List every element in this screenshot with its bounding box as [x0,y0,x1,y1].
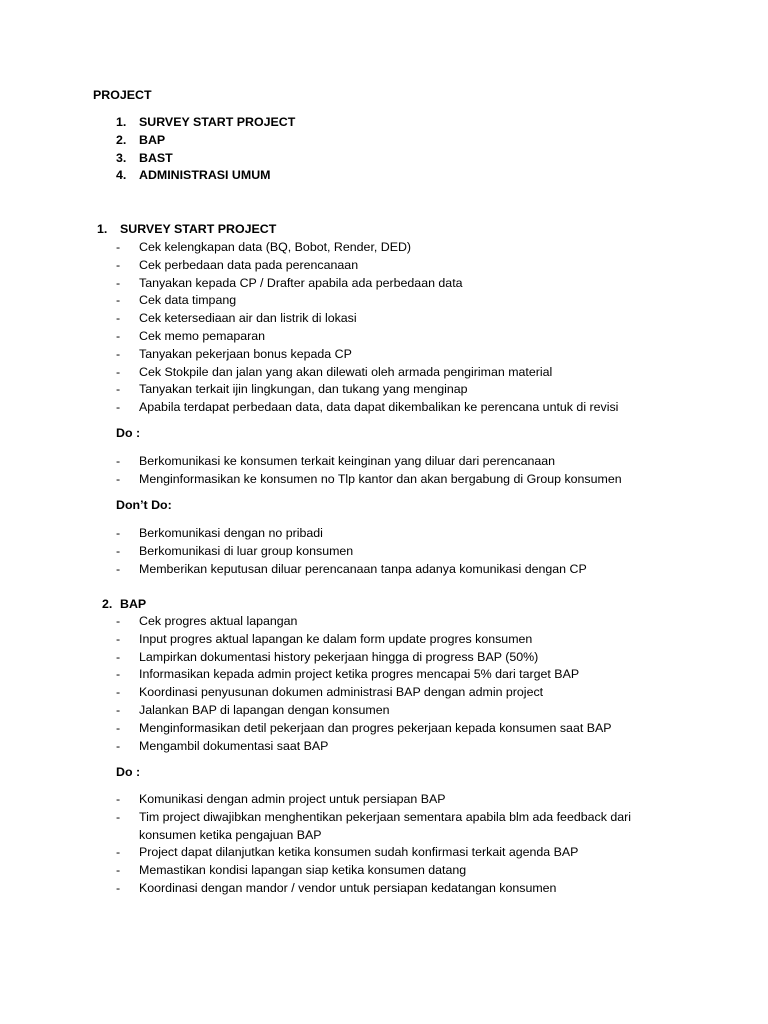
list-item: - Berkomunikasi ke konsumen terkait keinginan yang diluar dari perencanaan [116,453,716,471]
page-title: PROJECT [93,88,152,102]
list-item: - Tim project diwajibkan menghentikan pekerjaan sementara apabila blm ada feedback dari konsumen ketika pengajuan BAP [116,809,676,845]
list-item: - Cek progres aktual lapangan [116,613,716,631]
section-1-heading [97,221,276,239]
list-item: - Koordinasi dengan mandor / vendor untuk persiapan kedatangan konsumen [116,880,676,898]
list-item: - Menginformasikan ke konsumen no Tlp kantor dan akan bergabung di Group konsumen [116,471,716,489]
section-1-number: 1. [97,222,108,236]
toc-number: 4. [116,168,127,183]
list-item: - Memberikan keputusan diluar perencanaan tanpa adanya komunikasi dengan CP [116,561,716,579]
list-item: - Tanyakan pekerjaan bonus kepada CP [116,346,716,364]
list-item: - Jalankan BAP di lapangan dengan konsumen [116,702,716,720]
list-item: - Project dapat dilanjutkan ketika konsumen sudah konfirmasi terkait agenda BAP [116,844,676,862]
list-item: - Berkomunikasi dengan no pribadi [116,525,716,543]
toc-item [116,132,295,150]
list-item: - Lampirkan dokumentasi history pekerjaan hingga di progress BAP (50%) [116,649,716,667]
toc-number: 3. [116,150,127,165]
list-item: - Tanyakan terkait ijin lingkungan, dan tukang yang menginap [116,381,716,399]
list-item: - Tanyakan kepada CP / Drafter apabila ada perbedaan data [116,275,716,293]
section-2-do-label: Do : [116,765,141,779]
list-item: - Informasikan kepada admin project ketika progres mencapai 5% dari target BAP [116,666,716,684]
toc-label: ADMINISTRASI UMUM [139,168,271,183]
section-2-heading [102,596,146,614]
toc-number: 1. [116,115,127,129]
list-item: - Cek memo pemaparan [116,328,716,346]
list-item: - Cek ketersediaan air dan listrik di lokasi [116,310,716,328]
section-2-title: BAP [120,597,147,611]
list-item: - Koordinasi penyusunan dokumen administrasi BAP dengan admin project [116,684,716,702]
section-2-do-list [116,791,676,898]
list-item: - Apabila terdapat perbedaan data, data dapat dikembalikan ke perencana untuk di revisi [116,399,716,417]
section-1-do-label: Do : [116,426,141,440]
section-1-dont-label: Don’t Do: [116,498,172,512]
list-item: - Memastikan kondisi lapangan siap ketika konsumen datang [116,862,676,880]
section-2-number: 2. [102,597,113,611]
list-item: - Komunikasi dengan admin project untuk persiapan BAP [116,791,676,809]
toc-label: BAST [139,150,173,165]
list-item: - Cek data timpang [116,292,716,310]
toc-label: SURVEY START PROJECT [139,115,296,129]
section-1-do-list [116,453,716,489]
table-of-contents [116,114,295,185]
toc-item [116,167,295,185]
section-1-checklist [116,239,716,417]
list-item: - Cek Stokpile dan jalan yang akan dilewati oleh armada pengiriman material [116,364,716,382]
list-item: - Berkomunikasi di luar group konsumen [116,543,716,561]
list-item: - Cek perbedaan data pada perencanaan [116,257,716,275]
toc-number: 2. [116,132,127,147]
toc-item [116,150,295,168]
list-item: - Input progres aktual lapangan ke dalam form update progres konsumen [116,631,716,649]
toc-label: BAP [139,132,166,147]
list-item: - Menginformasikan detil pekerjaan dan progres pekerjaan kepada konsumen saat BAP [116,720,716,738]
section-1-dont-list [116,525,716,578]
toc-item [116,114,295,132]
list-item: - Mengambil dokumentasi saat BAP [116,738,716,756]
section-1-title: SURVEY START PROJECT [120,222,277,236]
list-item: - Cek kelengkapan data (BQ, Bobot, Render, DED) [116,239,716,257]
section-2-checklist [116,613,716,755]
